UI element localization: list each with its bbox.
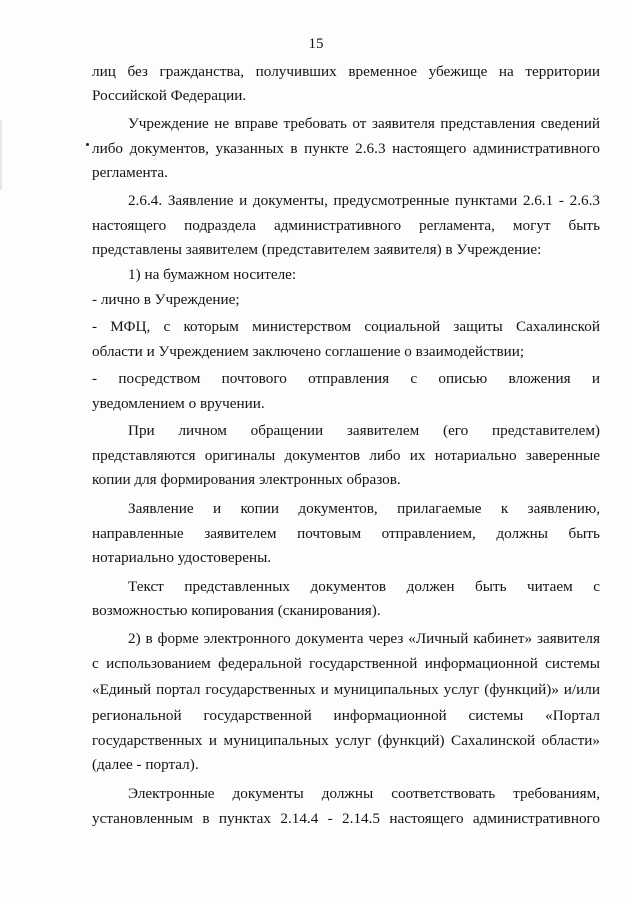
text-line: - лично в Учреждение; xyxy=(92,291,240,308)
text-line: уведомлением о вручении. xyxy=(92,395,265,412)
text-line: государственных и муниципальных услуг (функций) Сахалинской области» xyxy=(92,732,600,749)
text-line: При личном обращении заявителем (его представителем) xyxy=(128,422,600,439)
text-line: представляются оригиналы документов либо их нотариально заверенные xyxy=(92,447,600,464)
text-line: Текст представленных документов должен быть читаем с xyxy=(128,578,600,595)
text-line: либо документов, указанных в пункте 2.6.3 настоящего административного xyxy=(92,140,600,157)
text-line: установленным в пунктах 2.14.4 - 2.14.5 настоящего административного xyxy=(92,810,600,827)
text-line: Российской Федерации. xyxy=(92,87,247,104)
text-line: Учреждение не вправе требовать от заявителя представления сведений xyxy=(128,115,600,132)
text-line: регламента. xyxy=(92,164,168,181)
text-line: - МФЦ, с которым министерством социальной защиты Сахалинской xyxy=(92,318,600,335)
text-line: лиц без гражданства, получивших временное убежище на территории xyxy=(92,63,600,80)
text-line: нотариально удостоверены. xyxy=(92,549,272,566)
text-line: с использованием федеральной государственной информационной системы xyxy=(92,655,600,672)
text-line: 1) на бумажном носителе: xyxy=(128,266,297,283)
text-line: (далее - портал). xyxy=(92,756,199,773)
text-line: представлены заявителем (представителем заявителя) в Учреждение: xyxy=(92,241,542,258)
text-line: области и Учреждением заключено соглашение о взаимодействии; xyxy=(92,343,525,360)
scan-edge-shadow xyxy=(0,120,2,190)
page-number: 15 xyxy=(308,36,324,52)
scan-speck xyxy=(86,143,89,146)
text-line: возможностью копирования (сканирования). xyxy=(92,602,381,619)
text-line: 2) в форме электронного документа через «Личный кабинет» заявителя xyxy=(128,630,600,647)
text-line: 2.6.4. Заявление и документы, предусмотренные пунктами 2.6.1 - 2.6.3 xyxy=(128,192,600,209)
text-line: копии для формирования электронных образов. xyxy=(92,471,401,488)
text-line: Заявление и копии документов, прилагаемые к заявлению, xyxy=(128,500,600,517)
text-line: направленные заявителем почтовым отправлением, должны быть xyxy=(92,525,600,542)
text-line: Электронные документы должны соответствовать требованиям, xyxy=(128,785,600,802)
text-line: «Единый портал государственных и муниципальных услуг (функций)» и/или xyxy=(92,681,600,698)
text-line: - посредством почтового отправления с описью вложения и xyxy=(92,370,600,387)
text-line: настоящего подраздела административного регламента, могут быть xyxy=(92,217,600,234)
text-line: региональной государственной информационной системы «Портал xyxy=(92,707,600,724)
